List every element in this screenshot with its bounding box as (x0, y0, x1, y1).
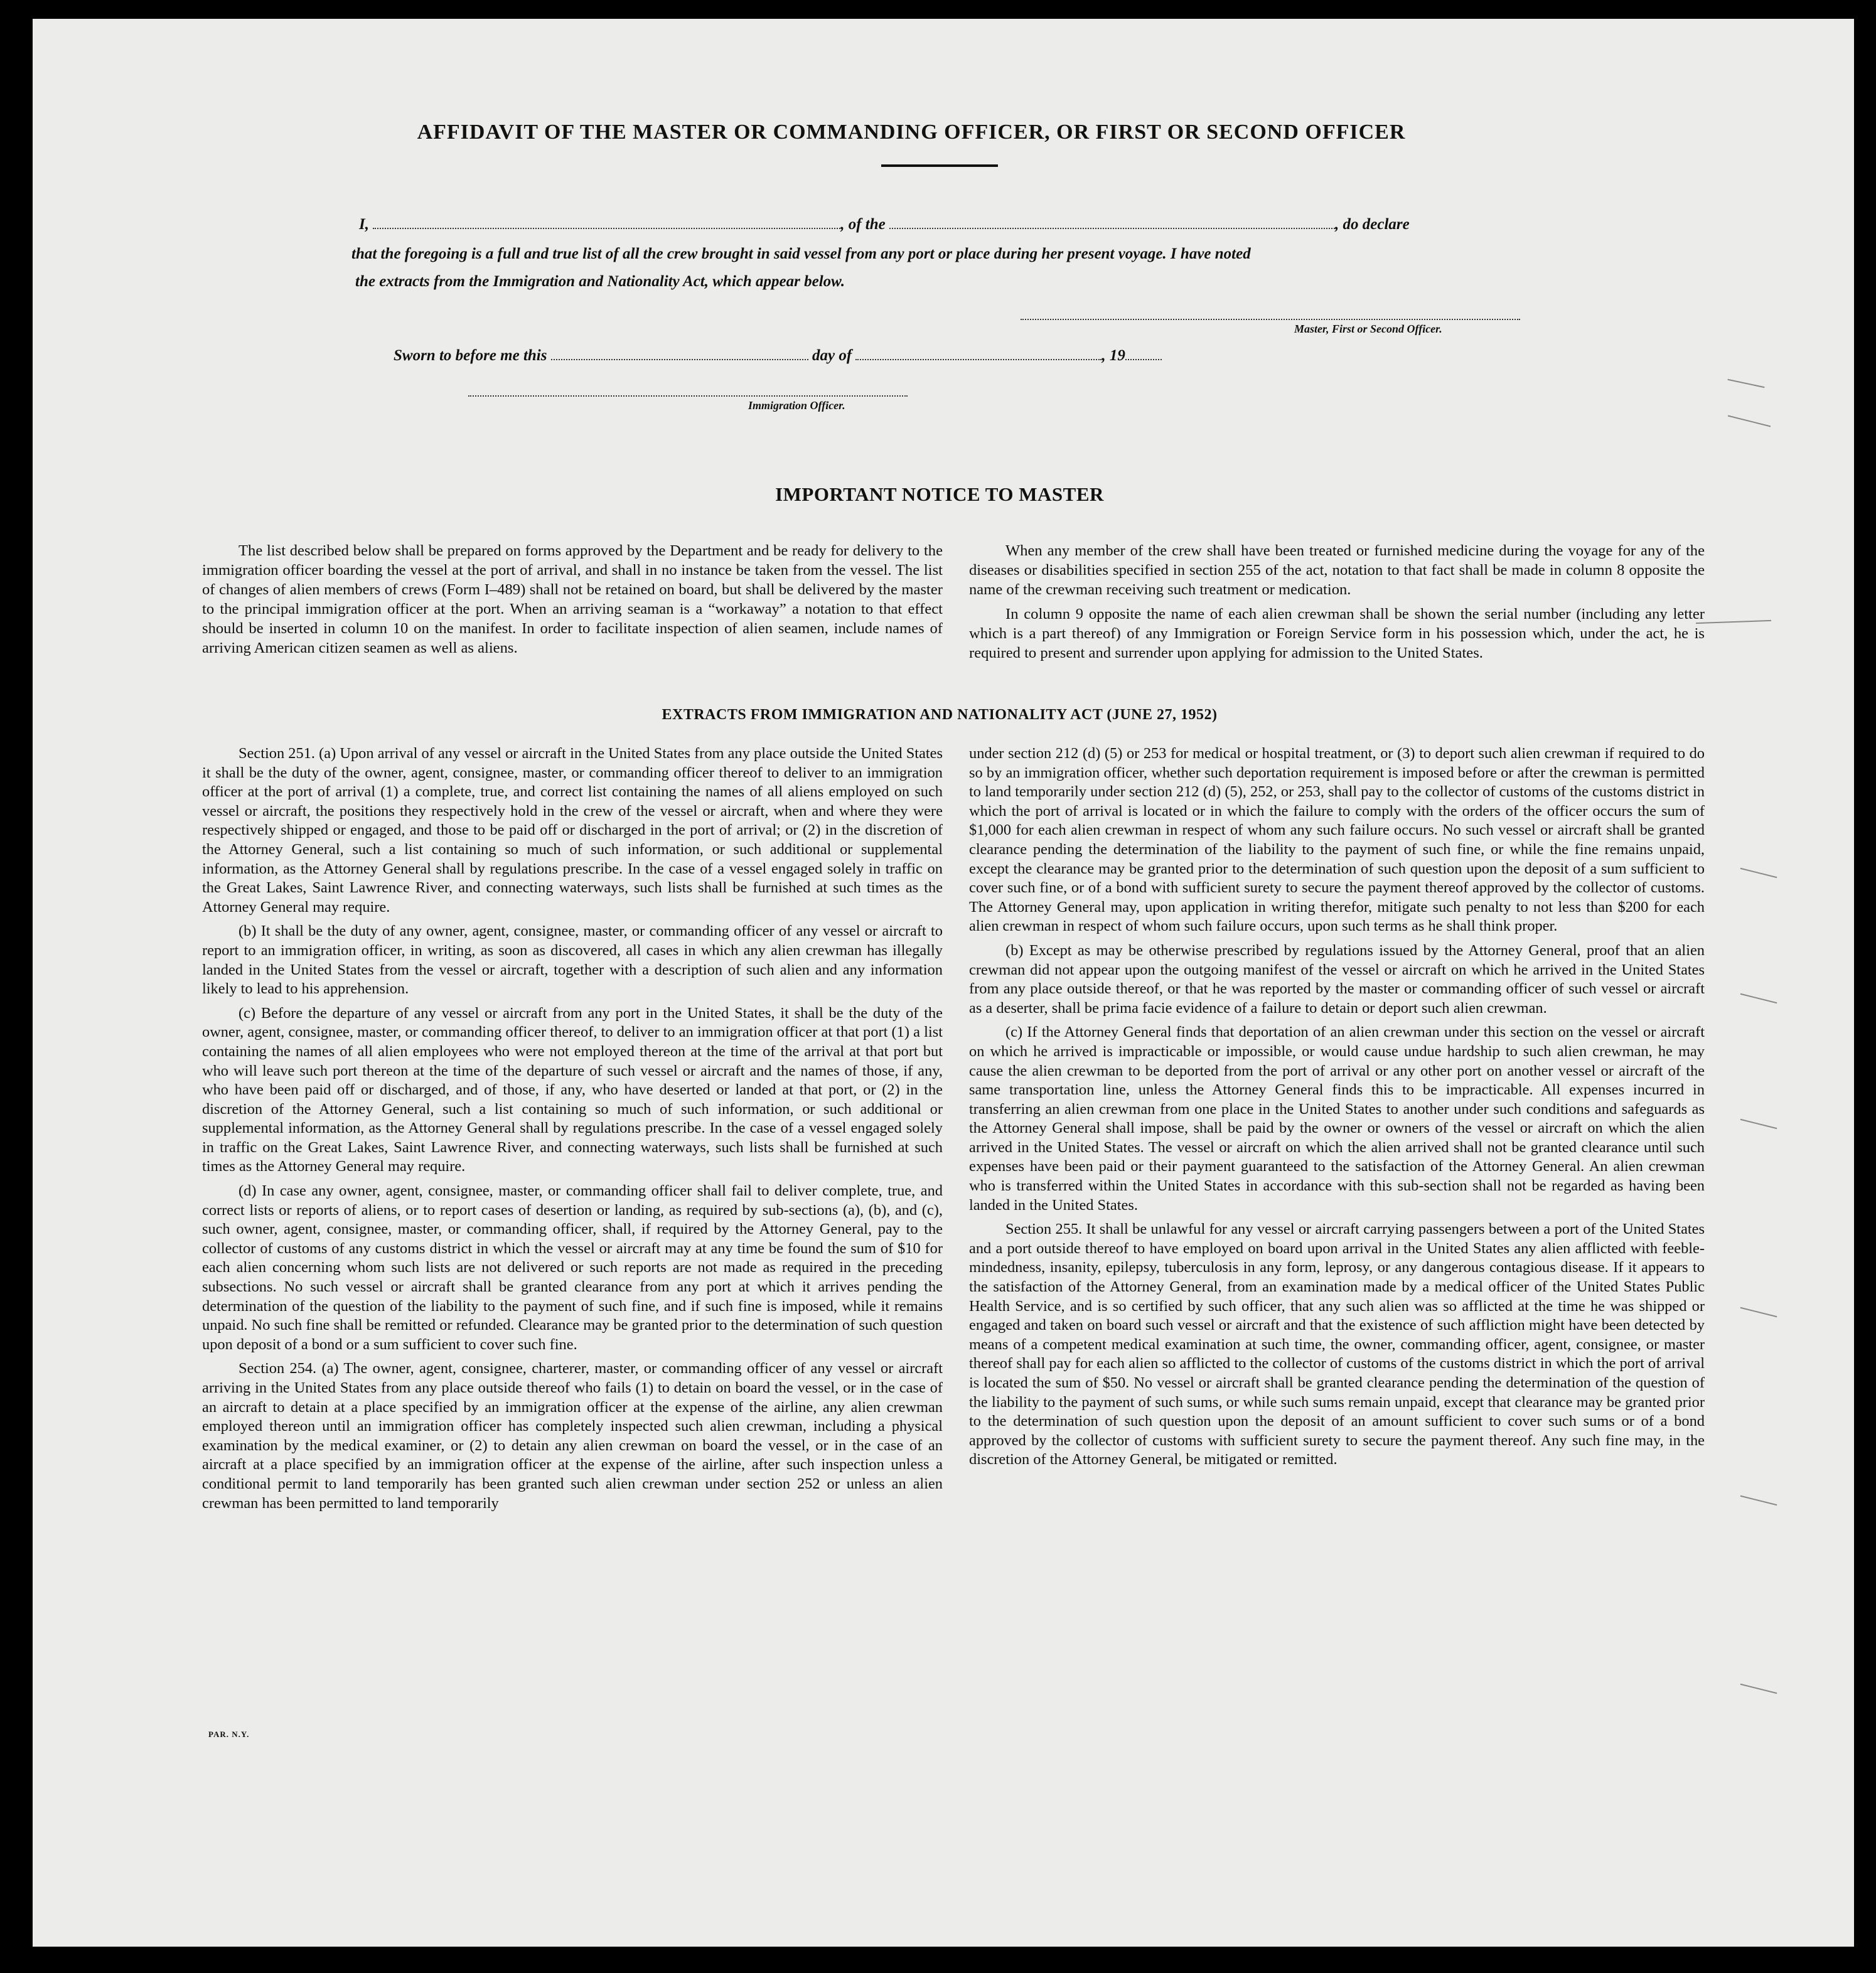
section-251-d: (d) In case any owner, agent, consignee, master, or commanding officer shall fail to deliver complete, true, and correct lists or reports of aliens, or to report cases of desertion or landing, as required by sub-sections (a), (b), and (c), such owner, agent, consignee, master, or commanding officer, shall, if required by the Attorney General, pay to the collector of customs of any customs district in which the vessel or aircraft may at any time be found the sum of $10 for each alien concerning whom such lists are not delivered or such reports are not made as required in the preceding subsections. No such vessel or aircraft shall be granted clearance from any port at which it arrives pending the determination of the question of the liability to the payment of such fine, and if such fine is imposed, while it remains unpaid. No such fine shall be remitted or refunded. Clearance may be granted prior to the determination of such question upon deposit of a bond or a sum sufficient to cover such fine. (202, 1182, 943, 1353)
scan-mark (1740, 993, 1777, 1003)
section-254-b: (b) Except as may be otherwise prescribed by regulations issued by the Attorney General, proof that an alien crewman did not appear upon the outgoing manifest of the vessel or aircraft on which he arrived in the United States from any place outside thereof, or that he was reported by the master or commanding officer of such vessel or aircraft as a deserter, shall be prima facie evidence of a failure to detain or deport such alien crewman. (969, 941, 1705, 1017)
declaration-line-3: the extracts from the Immigration and Nationality Act, which appear below. (355, 273, 845, 290)
section-254-a: Section 254. (a) The owner, agent, consignee, charterer, master, or commanding officer of any vessel or aircraft arriving in the United States from any place outside thereof who fails (1) to detain on board the vessel, or in the case of an aircraft to detain at a place specified by an immigration officer at the expense of the airline, any alien crewman employed thereon until an immigration officer has completely inspected such alien crewman, including a physical examination by the medical examiner, or (2) to detain any alien crewman on board the vessel, or in the case of an aircraft at a place specified by an immigration officer at the expense of the airline, after such inspection unless a conditional permit to land temporarily has been granted such alien crewman under section 252 or unless an alien crewman has been permitted to land temporarily (202, 1360, 943, 1512)
vessel-blank[interactable] (889, 215, 1335, 229)
sworn-text: Sworn to before me this (394, 347, 547, 364)
section-255: Section 255. It shall be unlawful for any vessel or aircraft carrying passengers between a port of the United States and a port outside thereof to have employed on board upon arrival in the United States any alien afflicted with feeble-mindedness, insanity, epilepsy, tuberculosis in any form, leprosy, or any dangerous contagious disease. If it appears to the satisfaction of the Attorney General, from an examination made by a medical officer of the United States Public Health Service, and is so certified by such officer, that any such alien was so afflicted at the time he was shipped or engaged and taken on board such vessel or aircraft and that the existence of such affliction might have been detected by means of a competent medical examination at such time, the owner, commanding officer, agent, consignee, or master thereof shall pay for each alien so afflicted to the collector of customs of the customs district in which the port of arrival is located the sum of $50. No vessel or aircraft shall be granted clearance pending the determination of the question of the liability to the payment of such sums, or while such sums remain unpaid, except that clearance may be granted prior to the determination of such question upon the deposit of an amount sufficient to cover such sums or of a bond approved by the collector of customs with sufficient surety to secure the payment thereof. Any such fine may, in the discretion of the Attorney General, be mitigated or remitted. (969, 1221, 1705, 1468)
section-251-b: (b) It shall be the duty of any owner, agent, consignee, master, or commanding officer of any vessel or aircraft to report to an immigration officer, in writing, as soon as discovered, all cases in which any alien crewman has illegally landed in the United States from the vessel or aircraft, together with a description of such alien and any information likely to lead to his apprehension. (202, 922, 943, 998)
extracts-title: EXTRACTS FROM IMMIGRATION AND NATIONALITY ACT (JUNE 27, 1952) (662, 707, 1218, 723)
scan-mark (1740, 868, 1777, 878)
month-blank[interactable] (855, 346, 1101, 360)
title-divider (881, 164, 998, 167)
name-blank[interactable] (373, 215, 840, 229)
scan-mark (1740, 1307, 1777, 1317)
declare-do-declare: , do declare (1335, 216, 1410, 233)
officer-signature-line[interactable] (468, 395, 908, 397)
scan-mark (1740, 1495, 1777, 1505)
officer-signature-label: Immigration Officer. (748, 399, 845, 412)
scan-mark (1728, 415, 1771, 427)
sworn-date-blank[interactable] (551, 346, 808, 360)
section-251-c: (c) Before the departure of any vessel or aircraft from any port in the United States, it shall be the duty of the owner, agent, consignee, master, or commanding officer thereof, to deliver to an immigration officer at that port (1) a list containing the names of all alien employees who were not employed thereon at the time of the arrival at that port but who will leave such port thereon at the time of the departure of such vessel or aircraft and the names of those, if any, who have been paid off or discharged, and of those, if any, who have deserted or landed at that port, or (2) in the discretion of the Attorney General, such a list containing so much of such information, or such additional or supplemental information, as the Attorney General shall by regulations prescribe. In the case of a vessel engaged solely in traffic on the Great Lakes, Saint Lawrence River, and connecting waterways, such lists shall be furnished at such times as the Attorney General may require. (202, 1004, 943, 1175)
notice-right-paragraph-1: When any member of the crew shall have been treated or furnished medicine during the voyage for any of the diseases or disabilities specified in section 255 of the act, notation to that fact shall be made in column 8 opposite the name of the crewman receiving such treatment or medication. (969, 542, 1705, 598)
scan-mark (1727, 379, 1764, 388)
master-signature-label: Master, First or Second Officer. (1294, 323, 1442, 335)
section-254-a-continued: under section 212 (d) (5) or 253 for medical or hospital treatment, or (3) to deport such alien crewman if required to do so by an immigration officer, whether such deportation requirement is imposed before or after the crewman is permitted to land temporarily under section 212 (d) (5), 252, or 253, shall pay to the collector of customs of the customs district in which the port of arrival is located or in which the failure to comply with the orders of the officer occurs the sum of $1,000 for each alien crewman in respect of whom any such failure occurs. No such vessel or aircraft shall be granted clearance pending the determination of the liability to the payment of such fine, or while the fine remains unpaid, except the clearance may be granted prior to the determination of such question upon the deposit of a sum sufficient to cover such fine, or of a bond with sufficient surety to secure the payment thereof approved by the collector of customs. The Attorney General may, upon application in writing therefor, mitigate such penalty to not less than $200 for each alien crewman in respect of whom such failure occurs, upon such terms as he shall think proper. (969, 745, 1705, 935)
year-text: , 19 (1101, 347, 1125, 364)
sworn-line (394, 341, 1586, 370)
declaration-line-1 (359, 210, 1552, 239)
extracts-left-column (202, 744, 943, 1513)
affidavit-title: AFFIDAVIT OF THE MASTER OR COMMANDING OFFICER, OR FIRST OR SECOND OFFICER (417, 120, 1406, 144)
declare-i: I, (359, 216, 369, 233)
year-blank[interactable] (1125, 346, 1162, 360)
declare-of-the: , of the (840, 216, 886, 233)
section-254-c: (c) If the Attorney General finds that deportation of an alien crewman under this section on the vessel or aircraft on which he arrived is impracticable or impossible, or would cause undue hardship to such alien crewman, he may cause the alien crewman to be deported from the port of arrival or any other port on another vessel or aircraft of the same transportation line, unless the Attorney General finds this to be impracticable. All expenses incurred in transferring an alien crewman from one place in the United States to another under such conditions and safeguards as the Attorney General shall impose, shall be paid by the owner or owners of the vessel or aircraft on which the alien arrived in the United States. The vessel or aircraft on which the alien arrived shall not be granted clearance until such expenses have been paid or their payment guaranteed to the satisfaction of the Attorney General. An alien crewman who is transferred within the United States in accordance with this sub-section shall not be regarded as having been landed in the United States. (969, 1024, 1705, 1214)
scan-mark (1740, 1684, 1777, 1694)
scan-mark (1696, 620, 1771, 624)
notice-right-paragraph-2: In column 9 opposite the name of each alien crewman shall be shown the serial number (including any letter which is a part thereof) of any Immigration or Foreign Service form in his possession which, under the act, he is required to present and surrender upon applying for admission to the United States. (969, 606, 1705, 661)
printer-mark: PAR. N.Y. (208, 1730, 250, 1739)
scan-mark (1740, 1119, 1777, 1129)
day-of-text: day of (812, 347, 852, 364)
document-page (33, 19, 1854, 1947)
notice-left-column (202, 541, 943, 658)
notice-title: IMPORTANT NOTICE TO MASTER (775, 483, 1104, 505)
master-signature-line[interactable] (1021, 319, 1520, 320)
notice-left-paragraph: The list described below shall be prepared on forms approved by the Department and be ready for delivery to the immigration officer boarding the vessel at the port of arrival, and shall in no instance be taken from the vessel. The list of changes of alien members of crews (Form I–489) shall not be retained on board, but shall be delivered by the master to the principal immigration officer at the port. When an arriving seaman is a “workaway” a notation to that effect should be inserted in column 10 on the manifest. In order to facilitate inspection of alien seamen, include names of arriving American citizen seamen as well as aliens. (202, 542, 943, 656)
declaration-line-2: that the foregoing is a full and true list of all the crew brought in said vessel from any port or place during her present voyage. I have noted (351, 245, 1251, 262)
notice-right-column (969, 541, 1705, 663)
extracts-right-column (969, 744, 1705, 1470)
section-251-a: Section 251. (a) Upon arrival of any vessel or aircraft in the United States from any place outside the United States it shall be the duty of the owner, agent, consignee, master, or commanding officer thereof to deliver to an immigration officer at the port of arrival (1) a complete, true, and correct list containing the names of all aliens employed on such vessel or aircraft, the positions they respectively hold in the crew of the vessel or aircraft, when and where they were respectively shipped or engaged, and those to be paid off or discharged in the port of arrival; or (2) in the discretion of the Attorney General, such a list containing so much of such information, or such additional or supplemental information, as the Attorney General shall by regulations prescribe. In the case of a vessel engaged solely in traffic on the Great Lakes, Saint Lawrence River, and connecting waterways, such lists shall be furnished at such times as the Attorney General may require. (202, 745, 943, 916)
